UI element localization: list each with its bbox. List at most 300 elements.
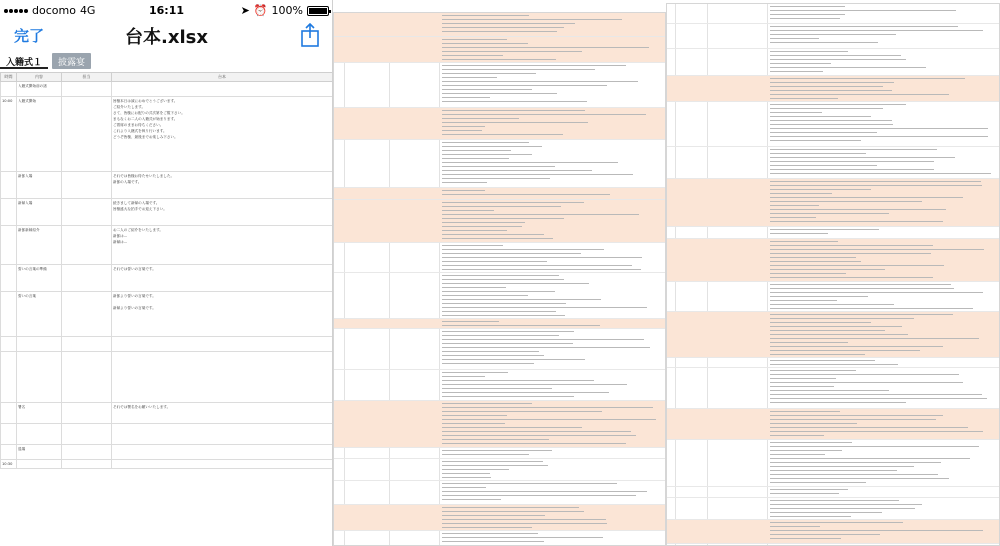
text-line: [442, 283, 589, 284]
text-line: [770, 398, 987, 399]
sheet-row: [667, 312, 999, 358]
navigation-bar: [0, 20, 333, 50]
text-line: [442, 443, 626, 444]
text-line: [442, 299, 601, 300]
cell-who[interactable]: [62, 82, 112, 97]
text-line: [770, 120, 892, 121]
text-line: [442, 275, 559, 276]
text-line: [770, 6, 845, 7]
location-icon: ➤: [240, 4, 250, 17]
script-line: [113, 344, 331, 350]
text-line: [442, 287, 506, 288]
text-line: [442, 303, 566, 304]
sheet-row: [667, 409, 999, 440]
cell-script[interactable]: [112, 82, 333, 97]
text-line: [770, 526, 820, 527]
text-line: [770, 419, 936, 420]
text-line: [770, 493, 839, 494]
text-line: [442, 311, 556, 312]
text-line: [770, 67, 926, 68]
text-line: [770, 14, 845, 15]
text-line: [442, 85, 607, 86]
text-line: [442, 81, 638, 82]
text-line: [770, 386, 834, 387]
tab-sheet-2[interactable]: 披露宴: [52, 53, 91, 69]
table-row[interactable]: [1, 265, 333, 292]
text-line: [442, 249, 604, 250]
sheet-row: [334, 63, 665, 108]
table-row[interactable]: [1, 97, 333, 172]
text-line: [770, 489, 848, 490]
text-line: [770, 435, 824, 436]
text-line: [442, 411, 602, 412]
cell-item[interactable]: [17, 424, 62, 445]
text-line: [442, 537, 603, 538]
script-line: [113, 89, 331, 95]
table-row[interactable]: [1, 445, 333, 460]
text-line: [442, 27, 564, 28]
text-line: [442, 450, 552, 451]
text-line: [442, 541, 544, 542]
text-line: [442, 234, 544, 235]
text-line: [770, 346, 943, 347]
text-line: [442, 307, 647, 308]
text-line: [442, 388, 552, 389]
table-row[interactable]: [1, 403, 333, 424]
cell-who[interactable]: [62, 199, 112, 226]
cell-who[interactable]: [62, 172, 112, 199]
sheet-row: [334, 273, 665, 319]
text-line: [442, 495, 636, 496]
text-line: [770, 446, 979, 447]
text-line: [770, 269, 885, 270]
text-line: [442, 487, 486, 488]
cell-item[interactable]: 入籍式開始前の諸: [17, 82, 62, 97]
text-line: [770, 185, 982, 186]
text-line: [770, 538, 841, 539]
text-line: [770, 277, 933, 278]
sheet-row: [667, 76, 999, 102]
sheet-row: [334, 319, 665, 329]
text-line: [770, 161, 934, 162]
cell-who[interactable]: [62, 424, 112, 445]
sheet-row: [667, 440, 999, 487]
cell-item[interactable]: 誓いの言葉の準備: [17, 265, 62, 292]
text-line: [442, 295, 528, 296]
script-line: まもなくお二人の入籍式が始まります。: [113, 117, 178, 121]
text-line: [770, 411, 840, 412]
text-line: [770, 402, 906, 403]
text-line: [770, 466, 914, 467]
text-line: [442, 499, 501, 500]
text-line: [442, 519, 606, 520]
sheet-row: [334, 37, 665, 63]
text-line: [770, 34, 896, 35]
text-line: [770, 213, 889, 214]
text-line: [442, 396, 574, 397]
cell-who[interactable]: [62, 97, 112, 172]
script-line: [113, 452, 331, 458]
text-line: [770, 423, 857, 424]
table-row[interactable]: [1, 82, 333, 97]
text-line: [770, 169, 934, 170]
text-line: [442, 380, 594, 381]
text-line: [770, 193, 832, 194]
cell-item[interactable]: 誓いの言葉: [17, 292, 62, 337]
tab-sheet-1[interactable]: 入籍式１: [0, 53, 48, 69]
sheet-row: [334, 188, 665, 200]
text-line: [770, 241, 838, 242]
table-row[interactable]: [1, 337, 333, 352]
text-line: [442, 238, 553, 239]
sheet-row: [667, 498, 999, 520]
text-line: [442, 222, 525, 223]
text-line: [770, 342, 848, 343]
text-line: [770, 296, 868, 297]
text-line: [442, 166, 555, 167]
text-line: [442, 178, 550, 179]
text-line: [770, 221, 943, 222]
cell-time[interactable]: [1, 424, 17, 445]
text-line: [442, 279, 564, 280]
sheet-row: [667, 520, 999, 544]
text-line: [770, 140, 861, 141]
text-line: [770, 132, 877, 133]
text-line: [442, 114, 646, 115]
cell-who[interactable]: [62, 445, 112, 460]
text-line: [442, 427, 582, 428]
text-line: [442, 202, 584, 203]
text-line: [770, 229, 879, 230]
cell-time[interactable]: [1, 352, 17, 403]
text-line: [442, 253, 581, 254]
sheet-row: [667, 239, 999, 282]
text-line: [442, 269, 641, 270]
cell-item[interactable]: 退場: [17, 445, 62, 460]
status-bar: [0, 0, 333, 20]
text-line: [770, 136, 988, 137]
cell-item[interactable]: 新婦入場: [17, 199, 62, 226]
cell-time[interactable]: [1, 403, 17, 424]
battery-icon: [307, 6, 329, 16]
text-line: [442, 97, 490, 98]
text-line: [442, 265, 632, 266]
script-line: [113, 395, 331, 401]
text-line: [442, 142, 529, 143]
script-line: 皆様盛大な拍手でお迎え下さい。: [113, 207, 167, 211]
text-line: [770, 534, 880, 535]
text-line: [442, 359, 585, 360]
text-line: [770, 128, 988, 129]
text-line: [442, 210, 494, 211]
text-line: [770, 284, 951, 285]
text-line: [770, 431, 983, 432]
text-line: [442, 190, 485, 191]
text-line: [442, 261, 547, 262]
text-line: [442, 469, 509, 470]
script-line: [113, 218, 331, 224]
text-line: [770, 374, 959, 375]
spreadsheet-table: [0, 72, 333, 469]
text-line: [442, 89, 532, 90]
table-row[interactable]: [1, 292, 333, 337]
sheet-row: [667, 487, 999, 498]
share-icon[interactable]: [299, 23, 321, 47]
cell-who[interactable]: [62, 403, 112, 424]
text-line: [442, 245, 503, 246]
alarm-icon: ⏰: [253, 4, 268, 17]
cell-time[interactable]: 10:30: [1, 460, 17, 469]
script-line: [113, 191, 331, 197]
text-line: [770, 314, 953, 315]
cell-who[interactable]: [62, 460, 112, 469]
text-line: [442, 403, 532, 404]
text-line: [442, 473, 490, 474]
text-line: [770, 500, 899, 501]
sheet-row: [334, 200, 665, 243]
text-line: [770, 474, 938, 475]
cell-item[interactable]: [17, 352, 62, 403]
table-row[interactable]: [1, 199, 333, 226]
text-line: [770, 233, 828, 234]
script-line: それでは署名をお願いいたします。: [113, 405, 171, 409]
script-line: どうぞ皆様、最後までお楽しみ下さい。: [113, 135, 178, 139]
script-line: 新郎の入場です。: [113, 180, 142, 184]
text-line: [770, 326, 902, 327]
text-line: [770, 300, 837, 301]
text-line: [442, 51, 582, 52]
text-line: [770, 338, 979, 339]
text-line: [442, 126, 485, 127]
cell-script[interactable]: [112, 403, 333, 424]
cell-who[interactable]: [62, 352, 112, 403]
cell-script[interactable]: [112, 172, 333, 199]
sheet-row: [334, 459, 665, 481]
text-line: [770, 415, 943, 416]
text-line: [770, 38, 819, 39]
cell-time[interactable]: [1, 337, 17, 352]
sheet-row: [667, 147, 999, 179]
table-row[interactable]: [1, 172, 333, 199]
text-line: [442, 343, 573, 344]
text-line: [442, 206, 561, 207]
text-line: [442, 162, 618, 163]
sheet-row: [667, 282, 999, 312]
sheet-row: [334, 448, 665, 459]
cell-item[interactable]: [17, 460, 62, 469]
text-line: [442, 118, 519, 119]
text-line: [770, 382, 963, 383]
text-line: [770, 10, 956, 11]
text-line: [770, 90, 892, 91]
text-line: [770, 265, 944, 266]
text-line: [442, 423, 505, 424]
script-line: それでは誓いの言葉です。: [113, 267, 156, 271]
text-line: [442, 214, 639, 215]
text-line: [770, 458, 970, 459]
cell-item[interactable]: 入籍式開始: [17, 97, 62, 172]
text-line: [770, 360, 875, 361]
text-line: [442, 23, 575, 24]
table-row[interactable]: [1, 460, 333, 469]
cell-item[interactable]: 新郎新婦紹介: [17, 226, 62, 265]
sheet-row: [334, 108, 665, 140]
cell-script[interactable]: [112, 97, 333, 172]
text-line: [442, 194, 610, 195]
text-line: [442, 461, 543, 462]
file-title: 台本.xlsx: [125, 27, 208, 48]
text-line: [770, 462, 941, 463]
script-line: それでは皆様お待たせいたしました。: [113, 174, 175, 178]
cell-script[interactable]: [112, 424, 333, 445]
cell-item[interactable]: 署名: [17, 403, 62, 424]
text-line: [442, 376, 485, 377]
script-line: [113, 437, 331, 443]
sheet-overview-right: [666, 3, 1000, 546]
script-line: 新婦より誓いの言葉です。: [113, 306, 156, 310]
text-line: [442, 392, 609, 393]
text-line: [770, 157, 955, 158]
cell-time[interactable]: 10:00: [1, 97, 17, 172]
cell-who[interactable]: [62, 226, 112, 265]
text-line: [442, 110, 585, 111]
text-line: [770, 304, 894, 305]
text-line: [442, 407, 653, 408]
text-line: [770, 516, 851, 517]
cell-time[interactable]: [1, 226, 17, 265]
text-line: [770, 378, 836, 379]
carrier-label: docomo: [32, 4, 76, 17]
text-line: [770, 181, 981, 182]
text-line: [442, 527, 532, 528]
text-line: [770, 209, 946, 210]
cell-script[interactable]: [112, 292, 333, 337]
text-line: [442, 415, 507, 416]
text-line: [770, 112, 822, 113]
text-line: [770, 354, 865, 355]
cell-item[interactable]: 新郎入場: [17, 172, 62, 199]
text-line: [442, 226, 522, 227]
text-line: [770, 59, 906, 60]
text-line: [770, 18, 840, 19]
cell-script[interactable]: [112, 265, 333, 292]
cell-time[interactable]: [1, 265, 17, 292]
text-line: [770, 55, 901, 56]
text-line: [770, 63, 831, 64]
script-line: [113, 416, 331, 422]
sheet-row: [334, 13, 665, 37]
text-line: [442, 435, 636, 436]
text-line: [770, 370, 856, 371]
cell-time[interactable]: [1, 82, 17, 97]
cell-item[interactable]: [17, 337, 62, 352]
text-line: [442, 335, 559, 336]
clock: 16:11: [148, 4, 184, 17]
text-line: [770, 165, 877, 166]
script-line: 続きまして新婦の入場です。: [113, 201, 160, 205]
script-line: さて、皆様にお配りの式次第をご覧下さい。: [113, 111, 185, 115]
spreadsheet-grid[interactable]: [0, 72, 333, 546]
cell-script[interactable]: [112, 445, 333, 460]
text-line: [770, 124, 893, 125]
text-line: [770, 508, 915, 509]
text-line: [442, 73, 536, 74]
script-line: 新郎は…: [113, 234, 128, 238]
script-line: [113, 329, 331, 335]
text-line: [442, 321, 499, 322]
text-line: [770, 322, 871, 323]
cell-who[interactable]: [62, 292, 112, 337]
sheet-row: [334, 243, 665, 273]
sheet-row: [667, 49, 999, 76]
cell-script[interactable]: [112, 199, 333, 226]
cell-script[interactable]: [112, 337, 333, 352]
sheet-row: [334, 370, 665, 401]
table-row[interactable]: [1, 352, 333, 403]
text-line: [770, 390, 889, 391]
text-line: [770, 504, 922, 505]
done-button[interactable]: 完了: [14, 27, 45, 45]
sheet-row: [667, 179, 999, 227]
cell-who[interactable]: [62, 337, 112, 352]
script-line: 新郎より誓いの言葉です。: [113, 294, 156, 298]
header-who: 担当: [62, 73, 112, 82]
script-line: [113, 284, 331, 290]
network-label: 4G: [79, 4, 96, 17]
text-line: [442, 122, 588, 123]
sheet-row: [667, 4, 999, 24]
text-line: [770, 173, 991, 174]
text-line: [770, 442, 852, 443]
table-row[interactable]: [1, 226, 333, 265]
text-line: [442, 523, 607, 524]
text-line: [770, 104, 906, 105]
text-line: [770, 350, 920, 351]
cell-who[interactable]: [62, 265, 112, 292]
cell-time[interactable]: [1, 292, 17, 337]
sheet-row: [667, 102, 999, 147]
text-line: [770, 71, 823, 72]
cell-time[interactable]: [1, 172, 17, 199]
text-line: [770, 334, 908, 335]
text-line: [442, 454, 529, 455]
text-line: [442, 47, 649, 48]
text-line: [442, 65, 626, 66]
text-line: [770, 82, 894, 83]
battery-label: 100%: [271, 4, 303, 17]
script-line: 新婦は…: [113, 240, 128, 244]
sheet-row: [667, 358, 999, 368]
text-line: [770, 318, 914, 319]
text-line: [770, 189, 871, 190]
header-time: 時間: [1, 73, 17, 82]
text-line: [442, 331, 574, 332]
script-line: [113, 257, 331, 263]
cell-script[interactable]: [112, 352, 333, 403]
script-line: 皆様本日は誠におめでとうございます。: [113, 99, 178, 103]
text-line: [770, 245, 933, 246]
sheet-tabs: [0, 52, 333, 70]
text-line: [770, 512, 882, 513]
cell-time[interactable]: [1, 199, 17, 226]
cell-time[interactable]: [1, 445, 17, 460]
text-line: [442, 39, 507, 40]
text-line: [442, 55, 503, 56]
text-line: [442, 154, 532, 155]
cell-script[interactable]: [112, 460, 333, 469]
cell-script[interactable]: [112, 226, 333, 265]
table-row[interactable]: [1, 424, 333, 445]
